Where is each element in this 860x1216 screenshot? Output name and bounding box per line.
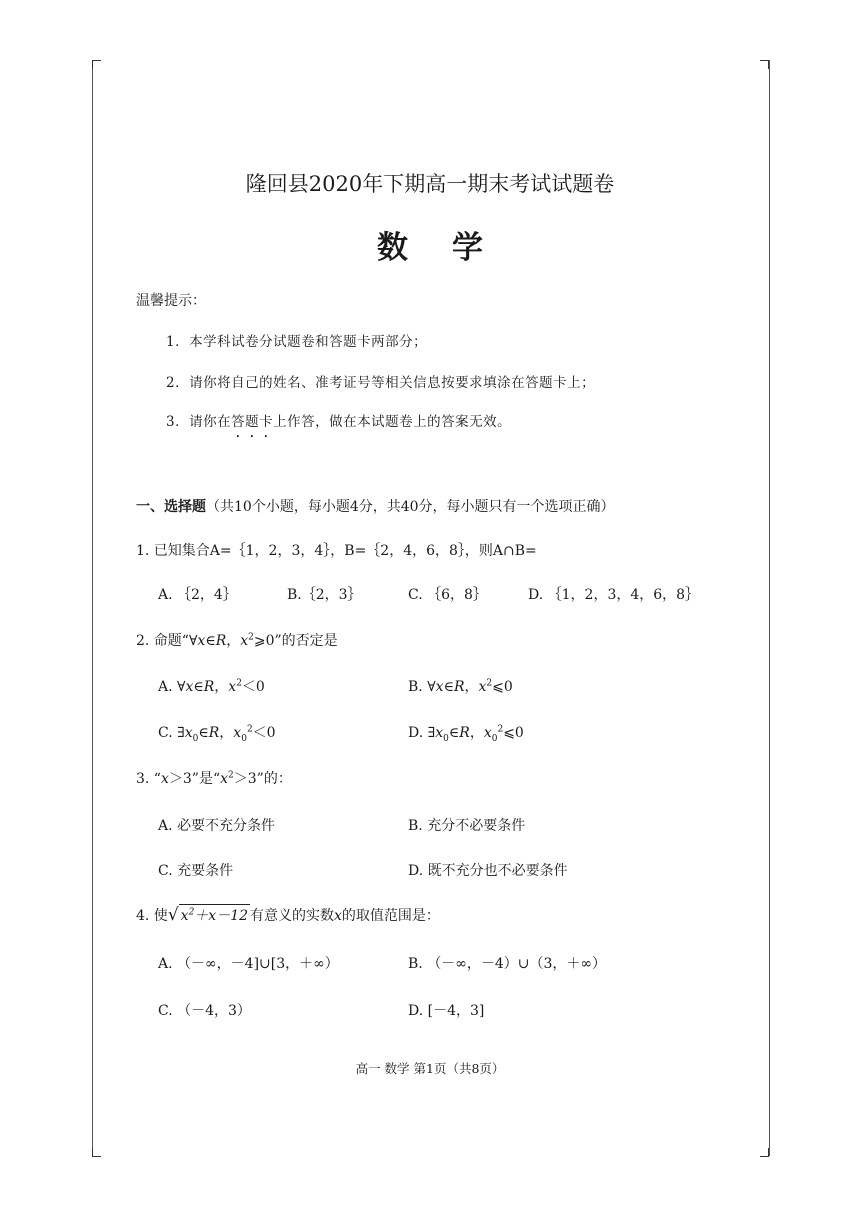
exam-title: 隆回县2020年下期高一期末考试试题卷 — [245, 172, 615, 196]
q2b-x: x — [478, 679, 487, 695]
q1-option-d: D. ｛1，2，3，4，6，8｝ — [528, 587, 700, 603]
q2-stem-post: ⩾0”的否定是 — [253, 633, 338, 649]
q4-stem-var: x — [334, 908, 342, 924]
tip-item-3 — [166, 410, 511, 430]
radicand-rest: ＋x－12 — [194, 908, 249, 924]
subject-title: 数学 — [377, 230, 527, 266]
q2a-set: R — [203, 679, 215, 695]
q2d-set: R — [459, 725, 470, 741]
q2c-sub: 0 — [192, 733, 199, 744]
question-4-stem — [136, 904, 440, 925]
q1-option-c: C. ｛6，8｝ — [408, 587, 487, 603]
q2b-label: B. — [408, 679, 428, 695]
q2a-x: x — [228, 679, 237, 695]
q2c-quant: ∃ — [177, 725, 185, 741]
q2a-in: ∈ — [193, 679, 204, 695]
tip-item-3-text: 3．请你在答题卡上作答，做在本试题卷上的答案无效。 — [166, 414, 512, 430]
q2d-x: x — [483, 725, 492, 741]
q2d-rel: ⩽0 — [503, 725, 524, 741]
emphasis-char: 答 — [231, 414, 246, 430]
q2a-rel: ＜0 — [241, 679, 265, 695]
q2-option-d — [408, 722, 524, 744]
q2d-quant: ∃ — [427, 725, 436, 741]
q2d-var: x — [435, 725, 444, 741]
q2-option-c — [158, 722, 276, 744]
corner-mark-bottom-right — [760, 1148, 769, 1157]
q3-stem-b-sup: 2 — [228, 770, 234, 781]
q3-option-d: D. 既不充分也不必要条件 — [408, 863, 568, 879]
radical-sign-icon: √ — [167, 905, 179, 925]
q2b-quant: ∀ — [427, 679, 436, 695]
q2c-var: x — [184, 725, 193, 741]
q4-option-c: C. （－4，3） — [158, 1003, 251, 1019]
section-heading — [136, 496, 615, 516]
q2d-label: D. — [408, 725, 428, 741]
q2b-rel: ⩽0 — [492, 679, 513, 695]
q4-option-d: D. [－4，3] — [408, 1003, 485, 1019]
radicand — [179, 904, 250, 925]
q2-stem-x: x — [240, 633, 249, 649]
q4-stem-post: 的取值范围是： — [341, 908, 440, 924]
q4-option-b: B. （－∞，－4）∪（3，＋∞） — [408, 956, 607, 972]
q1-option-a: A. ｛2，4｝ — [158, 587, 237, 603]
radicand-sup: 2 — [188, 907, 195, 918]
q2-option-a — [158, 676, 265, 696]
q3-stem-pre: 3. “ — [136, 771, 161, 787]
q2a-quant: ∀ — [177, 679, 186, 695]
q2c-set: R — [208, 725, 220, 741]
q2a-sup: 2 — [236, 678, 242, 689]
q3-stem-a: x — [160, 771, 169, 787]
q2-stem-in: ∈ — [205, 633, 216, 649]
q2c-sub2: 0 — [241, 733, 247, 744]
q2a-var: x — [185, 679, 194, 695]
q2c-sup: 2 — [246, 724, 253, 735]
q3-option-a: A. 必要不充分条件 — [158, 818, 276, 834]
q2c-comma: ， — [219, 725, 234, 741]
q2d-sup: 2 — [497, 724, 504, 735]
radicand-x: x — [180, 908, 189, 924]
q2d-sub: 0 — [443, 733, 449, 744]
tips-heading: 温馨提示： — [136, 293, 206, 309]
tip-item-1: 1．本学科试卷分试题卷和答题卡两部分； — [166, 334, 428, 350]
q4-option-a: A. （－∞，－4]∪[3，＋∞） — [158, 956, 339, 972]
q2-stem-comma: ， — [226, 633, 241, 649]
emphasis-char: 卡 — [259, 414, 274, 430]
corner-mark-top-left — [92, 60, 101, 69]
q4-stem-mid: 有意义的实数 — [250, 908, 335, 924]
q2c-label: C. — [158, 725, 178, 741]
q2c-rel: ＜0 — [252, 725, 276, 741]
q2c-in: ∈ — [198, 725, 209, 741]
q3-option-b: B. 充分不必要条件 — [408, 818, 526, 834]
corner-mark-bottom-left — [92, 1148, 101, 1157]
tip-item-2: 2．请你将自己的姓名、准考证号等相关信息按要求填涂在答题卡上； — [166, 375, 596, 391]
q2-stem-pre: 2. 命题“∀ — [136, 633, 198, 649]
question-2-stem — [136, 630, 338, 650]
q2c-x: x — [233, 725, 242, 741]
q2d-comma: ， — [469, 725, 484, 741]
q3-stem-a-rel: ＞3”是“ — [168, 771, 221, 787]
q2a-label: A. — [158, 679, 178, 695]
q2d-in: ∈ — [448, 725, 460, 741]
q3-stem-b-rel: ＞3”的： — [233, 771, 292, 787]
section-label: 一、选择题 — [136, 499, 206, 515]
question-3-stem — [136, 768, 292, 788]
q2b-comma: ， — [464, 679, 479, 695]
q2b-in: ∈ — [443, 679, 454, 695]
q2-stem-set: R — [215, 633, 227, 649]
q2d-sub2: 0 — [491, 733, 498, 744]
q2a-comma: ， — [214, 679, 229, 695]
page-footer: 高一 数学 第1页（共8页） — [355, 1061, 505, 1076]
q1-option-b: B.｛2，3｝ — [287, 587, 362, 603]
q2-option-b — [408, 676, 513, 696]
question-1-stem: 1. 已知集合A=｛1，2，3，4｝，B=｛2，4，6，8｝，则A∩B= — [136, 543, 537, 559]
emphasis-char: 题 — [245, 414, 260, 430]
section-desc: （共10个小题，每小题4分，共40分，每小题只有一个选项正确） — [206, 499, 615, 515]
sqrt-expression — [168, 904, 250, 925]
q4-stem-pre: 4. 使 — [136, 908, 168, 924]
q3-stem-b: x — [220, 771, 229, 787]
corner-mark-top-right — [760, 60, 769, 69]
q2b-set: R — [453, 679, 465, 695]
q2-stem-var: x — [197, 633, 206, 649]
q2b-sup: 2 — [486, 678, 493, 689]
q3-option-c: C. 充要条件 — [158, 863, 234, 879]
q2-stem-sup: 2 — [248, 632, 254, 643]
q2b-var: x — [435, 679, 444, 695]
